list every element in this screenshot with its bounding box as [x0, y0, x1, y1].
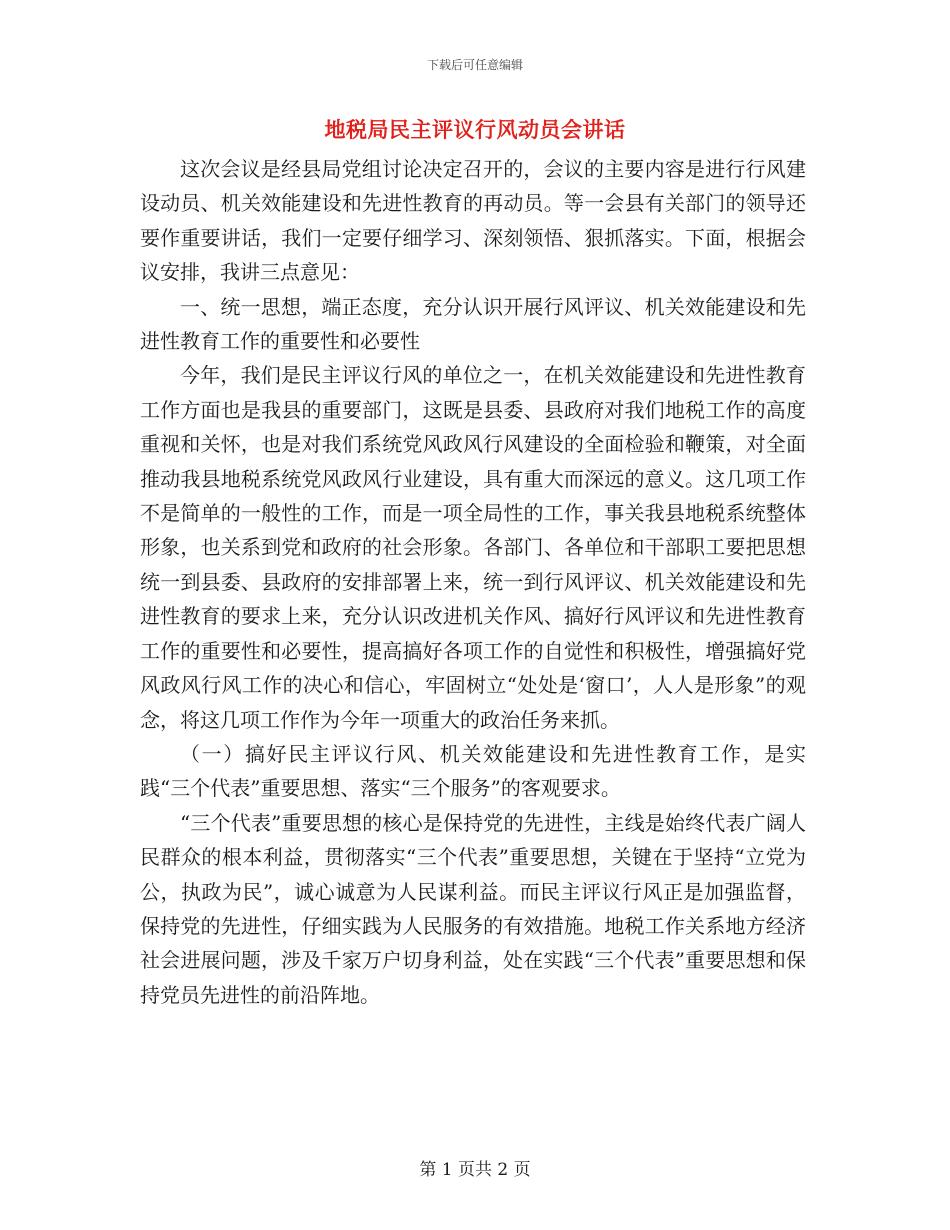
document-title: 地税局民主评议行风动员会讲话 [324, 117, 626, 142]
paragraph: 这次会议是经县局党组讨论决定召开的，会议的主要内容是进行行风建设动员、机关效能建设和先进性教育的再动员。等一会县有关部门的领导还要作重要讲话，我们一定要仔细学习、深刻领悟、狠抓落实。下面，根据会议安排，我讲三点意见： [140, 157, 806, 285]
paragraph: 今年，我们是民主评议行风的单位之一，在机关效能建设和先进性教育工作方面也是我县的重要部门，这既是县委、县政府对我们地税工作的高度重视和关怀，也是对我们系统党风政风行风建设的全面检验和鞭策，对全面推动我县地税系统党风政风行业建设，具有重大而深远的意义。这几项工作不是简单的一般性的工作，而是一项全局性的工作，事关我县地税系统整体形象，也关系到党和政府的社会形象。各部门、各单位和干部职工要把思想统一到县委、县政府的安排部署上来，统一到行风评议、机关效能建设和先进性教育的要求上来，充分认识改进机关作风、搞好行风评议和先进性教育工作的重要性和必要性，提高搞好各项工作的自觉性和积极性，增强搞好党风政风行风工作的决心和信心，牢固树立“处处是‘窗口’，人人是形象”的观念，将这几项工作作为今年一项重大的政治任务来抓。 [140, 363, 806, 732]
paragraph: “三个代表”重要思想的核心是保持党的先进性，主线是始终代表广阔人民群众的根本利益，贯彻落实“三个代表”重要思想，关键在于坚持“立党为公，执政为民”，诚心诚意为人民谋利益。而民主评议行风正是加强监督，保持党的先进性，仔细实践为人民服务的有效措施。地税工作关系地方经济社会进展问题，涉及千家万户切身利益，处在实践“三个代表”重要思想和保持党员先进性的前沿阵地。 [140, 810, 806, 1007]
page-footer: 第 1 页共 2 页 [419, 1160, 531, 1180]
header-note: 下载后可任意编辑 [426, 58, 523, 72]
paragraph: （一）搞好民主评议行风、机关效能建设和先进性教育工作，是实践“三个代表”重要思想、落实“三个服务”的客观要求。 [140, 741, 806, 801]
paragraph: 一、统一思想，端正态度，充分认识开展行风评议、机关效能建设和先进性教育工作的重要性和必要性 [140, 294, 806, 354]
document-body [140, 152, 806, 1012]
